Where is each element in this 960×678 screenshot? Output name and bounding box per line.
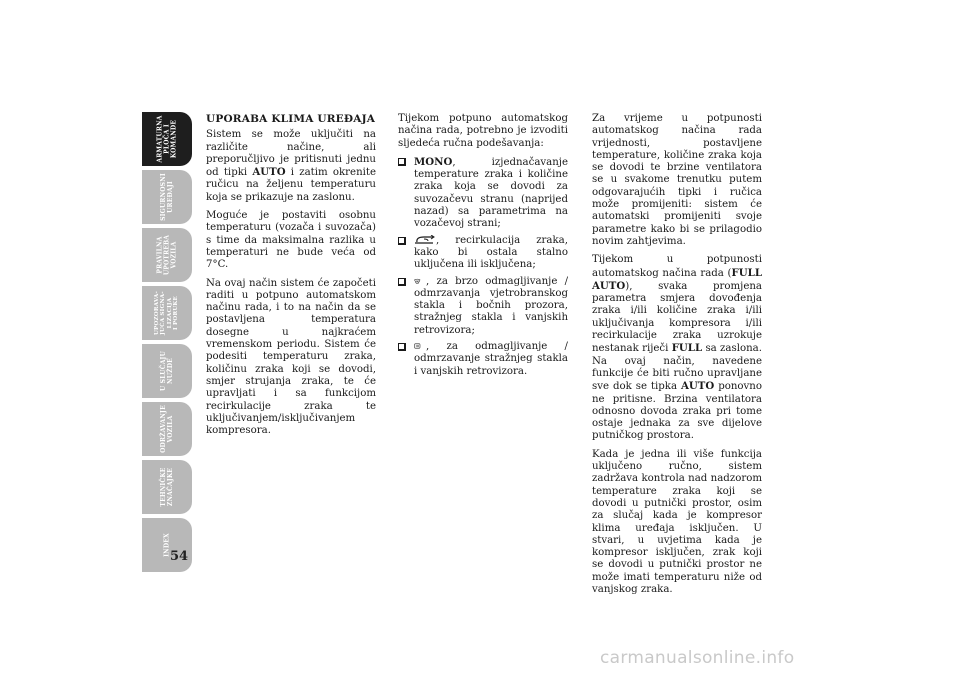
tab-label: INDEX xyxy=(163,533,171,557)
paragraph: Sistem se može uključiti na različite načine, ali preporučljivo je pritisnuti jednu od tipki AUTO i zatim okrenite ručicu na željenu temperaturu koja se prikazuje na zaslonu. xyxy=(206,129,377,203)
paragraph: Za vrijeme u potpunosti automatskog načina rada vrijednosti, postavljene temperature, količine zraka koja se dovodi te brzine ventilatora se u svakome trenutku putem odgovarajućih tipki i ručica može promijeniti: sistem će automatski promijeniti svoje parametre kako bi se prilagodio novim zahtjevima. xyxy=(592,113,762,247)
tab-label: U SLUČAJU NUŽDE xyxy=(160,350,174,392)
list-item: , recirkulacija zraka, kako bi ostala stalno uključena ili isključena; xyxy=(398,235,568,272)
list-item: , za odmagljivanje / odmrzavanje stražnjeg stakla i vanjskih retrovizora. xyxy=(398,341,568,378)
tab-upozoravajuca-signalizacija[interactable] xyxy=(142,286,192,340)
paragraph: Tijekom potpuno automatskog načina rada, potrebno je izvoditi sljedeća ručna podešavanja: xyxy=(398,113,568,149)
tab-pravilna-upotreba[interactable] xyxy=(142,228,192,282)
tab-tehnicke-znacajke[interactable] xyxy=(142,460,192,514)
column-3 xyxy=(592,113,762,602)
paragraph: Kada je jedna ili više funkcija uključeno ručno, sistem zadržava kontrola nad nadzorom temperature zraka koji se dovodi u putnički prostor, osim za slučaj kada je kompresor klima uređaja isključen. U stvari, u uvjetima kada je kompresor isključen, zrak koji se dovodi u putnički prostor ne može imati temperaturu niže od vanjskog zraka. xyxy=(592,448,762,595)
paragraph: Tijekom u potpunosti automatskog načina rada (FULL AUTO), svaka promjena parametra smjera dovođenja zraka i/ili količine zraka i/ili uključivanja kompresora i/ili recirkulacije zraka uzrokuje nestanak riječi FULL sa zaslona. Na ovaj način, navedene funkcije će biti ručno upravljane sve dok se tipka AUTO ponovno ne pritisne. Brzina ventilatora odnosno dovoda zraka pri tome ostaje jednaka za sve dijelove putničkog prostora. xyxy=(592,254,762,442)
tab-armaturna-ploca[interactable] xyxy=(142,112,192,166)
column-2 xyxy=(398,113,568,382)
list-item: MONO, izjednačavanje temperature zraka i količine zraka koja se dovodi za suvozačevu stranu (naprijed nazad) sa parametrima na vozačevoj strani; xyxy=(398,156,568,231)
checkbox-bullet-icon xyxy=(398,278,405,285)
rear-window-defrost-icon xyxy=(414,341,426,351)
paragraph: Moguće je postaviti osobnu temperaturu (vozača i suvozača) s time da maksimalna razlika u temperaturi ne bude veća od 7°C. xyxy=(206,210,376,271)
tab-odrzavanje-vozila[interactable] xyxy=(142,402,192,456)
tab-label: PRAVILNA UPOTREBA VOZILA xyxy=(156,234,178,276)
windshield-defrost-icon xyxy=(414,276,426,286)
paragraph: Na ovaj način sistem će započeti raditi u potpuno automatskom načinu rada, i to na način da se postavljena temperatura dosegne u najkraćem vremenskom periodu. Sistem će podesiti temperaturu zraka, količinu zraka koji se dovodi, smjer strujanja zraka, te će upravljati i sa funkcijom recirkulacije zraka te uključivanjem/isključivanjem kompresora. xyxy=(206,277,376,437)
tab-label: ARMATURNA PLOČA I KOMANDE xyxy=(156,115,178,163)
section-heading: UPORABA KLIMA UREĐAJA xyxy=(206,113,376,125)
tab-label: UPOZORAVA- JUĆA SIGNA- LIZACIJA I PORUKE xyxy=(154,290,180,336)
list-item: , za brzo odmagljivanje / odmrzavanja vjetrobranskog stakla i bočnih prozora, stražnjeg stakla i vanjskih retrovizora; xyxy=(398,276,568,337)
recirculation-icon xyxy=(414,235,436,245)
checkbox-bullet-icon xyxy=(398,237,405,244)
page-number: 54 xyxy=(170,549,189,564)
checkbox-bullet-icon xyxy=(398,158,405,165)
tab-label: ODRŽAVANJE VOZILA xyxy=(160,405,174,453)
tab-sigurnosni-uredaji[interactable] xyxy=(142,170,192,224)
column-1 xyxy=(206,113,376,443)
checkbox-bullet-icon xyxy=(398,343,405,350)
tab-label: TEHNIČKE ZNAČAJKE xyxy=(160,467,174,507)
tab-u-slucaju-nuzde[interactable] xyxy=(142,344,192,398)
tab-label: SIGURNOSNI UREĐAJI xyxy=(160,173,174,221)
watermark: carmanualsonline.info xyxy=(600,648,795,668)
